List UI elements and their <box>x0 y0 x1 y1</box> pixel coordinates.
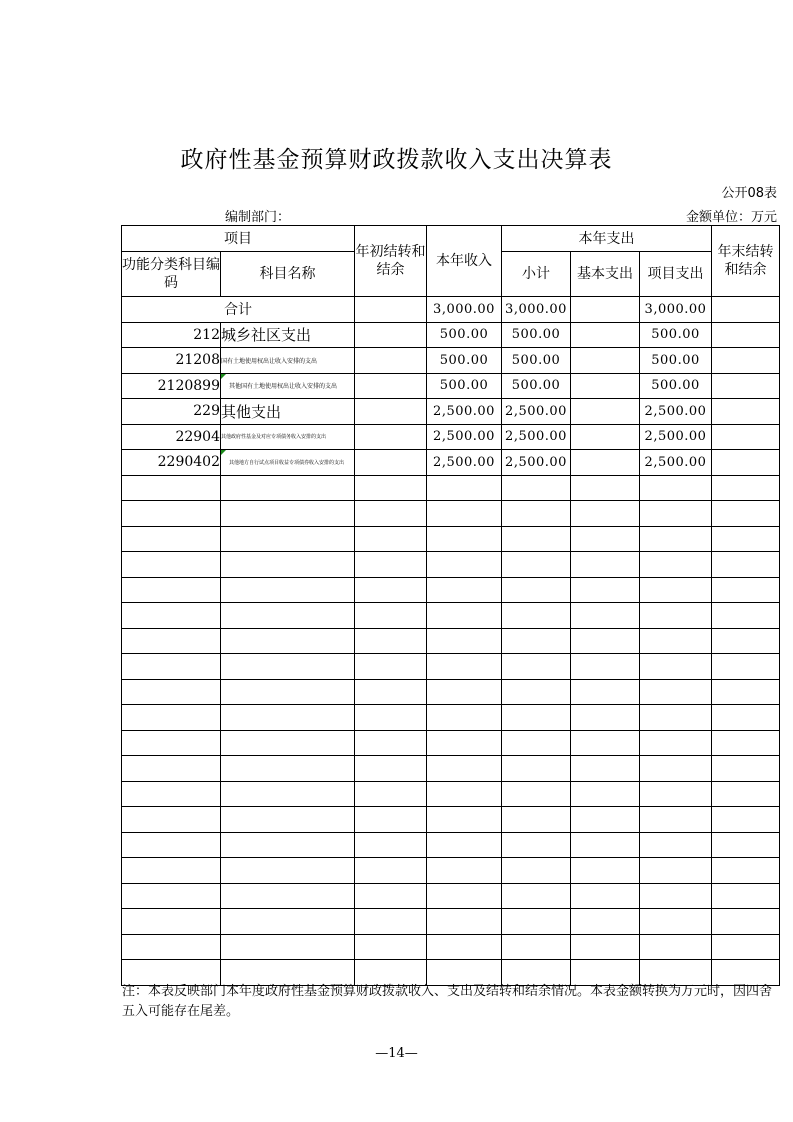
empty-cell <box>502 781 571 807</box>
table-row <box>122 399 780 425</box>
total-income: 3,000.00 <box>427 297 502 323</box>
total-project: 3,000.00 <box>640 297 712 323</box>
empty-cell <box>712 858 780 884</box>
empty-cell <box>221 934 355 960</box>
empty-cell <box>355 654 427 680</box>
empty-cell <box>427 705 502 731</box>
form-code: 公开08表 <box>721 186 777 201</box>
row-code: 229 <box>122 399 221 425</box>
row-income: 500.00 <box>427 348 502 374</box>
row-basic <box>571 399 640 425</box>
empty-cell <box>221 883 355 909</box>
empty-cell <box>122 781 221 807</box>
empty-cell <box>122 552 221 578</box>
header-beginning-balance: 年初结转和结余 <box>355 226 427 297</box>
empty-cell <box>355 577 427 603</box>
row-ending <box>712 424 780 450</box>
empty-cell <box>502 679 571 705</box>
empty-cell <box>221 832 355 858</box>
empty-cell <box>502 501 571 527</box>
empty-row <box>122 909 780 935</box>
row-code: 2120899 <box>122 373 221 399</box>
table-row <box>122 348 780 374</box>
empty-cell <box>122 501 221 527</box>
empty-row <box>122 934 780 960</box>
empty-cell <box>221 628 355 654</box>
empty-cell <box>427 628 502 654</box>
empty-cell <box>427 475 502 501</box>
empty-cell <box>427 577 502 603</box>
total-label: 合计 <box>122 297 355 323</box>
row-code: 212 <box>122 322 221 348</box>
total-basic <box>571 297 640 323</box>
row-ending <box>712 373 780 399</box>
empty-cell <box>122 832 221 858</box>
empty-cell <box>355 603 427 629</box>
empty-cell <box>502 730 571 756</box>
empty-cell <box>122 603 221 629</box>
empty-cell <box>502 883 571 909</box>
empty-cell <box>640 858 712 884</box>
empty-cell <box>712 654 780 680</box>
empty-cell <box>122 934 221 960</box>
empty-cell <box>221 654 355 680</box>
empty-row <box>122 628 780 654</box>
page-number: —14— <box>375 1046 418 1061</box>
empty-row <box>122 756 780 782</box>
empty-cell <box>571 552 640 578</box>
empty-cell <box>571 705 640 731</box>
empty-cell <box>502 705 571 731</box>
empty-cell <box>355 552 427 578</box>
empty-cell <box>712 730 780 756</box>
empty-cell <box>502 654 571 680</box>
empty-row <box>122 883 780 909</box>
row-basic <box>571 450 640 476</box>
empty-cell <box>122 475 221 501</box>
empty-cell <box>640 603 712 629</box>
header-expense: 本年支出 <box>502 226 712 252</box>
row-ending <box>712 348 780 374</box>
empty-cell <box>122 654 221 680</box>
row-subtotal: 500.00 <box>502 373 571 399</box>
empty-cell <box>427 883 502 909</box>
empty-cell <box>640 577 712 603</box>
empty-cell <box>427 909 502 935</box>
empty-cell <box>427 501 502 527</box>
row-project: 2,500.00 <box>640 450 712 476</box>
row-beginning <box>355 424 427 450</box>
empty-cell <box>122 577 221 603</box>
row-ending <box>712 399 780 425</box>
cell-comment-marker <box>221 374 226 379</box>
empty-cell <box>427 679 502 705</box>
row-name: 城乡社区支出 <box>221 322 355 348</box>
empty-cell <box>122 883 221 909</box>
empty-cell <box>640 475 712 501</box>
row-project: 500.00 <box>640 373 712 399</box>
row-name-text: 其他地方自行试点项目收益专项债券收入安排的支出 <box>229 459 345 466</box>
empty-cell <box>571 654 640 680</box>
empty-cell <box>355 807 427 833</box>
cell-comment-marker <box>221 450 226 455</box>
header-ending-balance: 年末结转和结余 <box>712 226 780 297</box>
row-subtotal: 2,500.00 <box>502 450 571 476</box>
department-label: 编制部门： <box>225 210 291 225</box>
empty-cell <box>712 679 780 705</box>
header-subtotal: 小计 <box>502 252 571 297</box>
row-ending <box>712 450 780 476</box>
empty-cell <box>122 679 221 705</box>
empty-cell <box>712 501 780 527</box>
empty-cell <box>427 832 502 858</box>
empty-cell <box>502 807 571 833</box>
row-basic <box>571 373 640 399</box>
empty-cell <box>571 679 640 705</box>
empty-cell <box>221 705 355 731</box>
row-project: 2,500.00 <box>640 399 712 425</box>
row-beginning <box>355 348 427 374</box>
empty-cell <box>502 934 571 960</box>
empty-cell <box>427 730 502 756</box>
empty-cell <box>221 756 355 782</box>
header-item: 项目 <box>122 226 355 252</box>
empty-cell <box>221 603 355 629</box>
empty-cell <box>571 730 640 756</box>
empty-cell <box>502 475 571 501</box>
empty-row <box>122 603 780 629</box>
empty-row <box>122 781 780 807</box>
empty-cell <box>640 552 712 578</box>
empty-cell <box>427 654 502 680</box>
empty-cell <box>122 858 221 884</box>
row-code: 22904 <box>122 424 221 450</box>
empty-cell <box>122 807 221 833</box>
row-income: 2,500.00 <box>427 450 502 476</box>
empty-cell <box>502 552 571 578</box>
empty-cell <box>640 628 712 654</box>
empty-cell <box>355 475 427 501</box>
header-code: 功能分类科目编码 <box>122 252 221 297</box>
empty-cell <box>355 628 427 654</box>
empty-cell <box>221 526 355 552</box>
total-row <box>122 297 780 323</box>
empty-cell <box>221 909 355 935</box>
empty-cell <box>122 526 221 552</box>
empty-cell <box>355 679 427 705</box>
empty-cell <box>221 730 355 756</box>
empty-cell <box>640 934 712 960</box>
empty-cell <box>355 934 427 960</box>
empty-cell <box>640 807 712 833</box>
unit-label: 金额单位：万元 <box>685 210 777 225</box>
empty-cell <box>712 628 780 654</box>
empty-cell <box>355 501 427 527</box>
row-project: 2,500.00 <box>640 424 712 450</box>
row-code: 2290402 <box>122 450 221 476</box>
row-income: 500.00 <box>427 322 502 348</box>
empty-cell <box>355 730 427 756</box>
table-row <box>122 424 780 450</box>
empty-cell <box>640 756 712 782</box>
empty-cell <box>122 909 221 935</box>
empty-cell <box>502 628 571 654</box>
empty-cell <box>640 730 712 756</box>
empty-cell <box>427 756 502 782</box>
empty-cell <box>427 526 502 552</box>
empty-cell <box>221 552 355 578</box>
empty-cell <box>355 756 427 782</box>
empty-cell <box>712 577 780 603</box>
empty-cell <box>355 781 427 807</box>
empty-cell <box>502 603 571 629</box>
empty-cell <box>640 781 712 807</box>
empty-row <box>122 501 780 527</box>
empty-cell <box>571 909 640 935</box>
page-title: 政府性基金预算财政拨款收入支出决算表 <box>180 147 613 173</box>
row-subtotal: 2,500.00 <box>502 424 571 450</box>
empty-cell <box>427 858 502 884</box>
empty-cell <box>640 526 712 552</box>
empty-row <box>122 475 780 501</box>
empty-cell <box>712 705 780 731</box>
empty-row <box>122 679 780 705</box>
header-income: 本年收入 <box>427 226 502 297</box>
empty-row <box>122 858 780 884</box>
empty-cell <box>640 654 712 680</box>
empty-cell <box>571 858 640 884</box>
empty-cell <box>640 909 712 935</box>
empty-cell <box>122 756 221 782</box>
budget-table <box>121 225 780 986</box>
row-name: 国有土地使用权出让收入安排的支出 <box>221 348 355 374</box>
row-name: 其他支出 <box>221 399 355 425</box>
empty-cell <box>571 807 640 833</box>
empty-row <box>122 832 780 858</box>
empty-cell <box>502 858 571 884</box>
table-row <box>122 373 780 399</box>
empty-cell <box>221 577 355 603</box>
empty-cell <box>571 756 640 782</box>
row-subtotal: 500.00 <box>502 322 571 348</box>
empty-cell <box>502 577 571 603</box>
row-name <box>221 373 355 399</box>
total-subtotal: 3,000.00 <box>502 297 571 323</box>
empty-cell <box>640 883 712 909</box>
row-beginning <box>355 450 427 476</box>
row-beginning <box>355 322 427 348</box>
empty-cell <box>427 807 502 833</box>
empty-cell <box>712 883 780 909</box>
empty-cell <box>502 526 571 552</box>
empty-cell <box>427 552 502 578</box>
empty-cell <box>502 909 571 935</box>
empty-cell <box>712 781 780 807</box>
empty-cell <box>571 501 640 527</box>
header-basic: 基本支出 <box>571 252 640 297</box>
empty-cell <box>427 934 502 960</box>
row-ending <box>712 322 780 348</box>
empty-row <box>122 807 780 833</box>
empty-cell <box>355 705 427 731</box>
empty-cell <box>571 526 640 552</box>
empty-row <box>122 577 780 603</box>
empty-cell <box>712 934 780 960</box>
empty-cell <box>712 909 780 935</box>
empty-cell <box>640 501 712 527</box>
row-project: 500.00 <box>640 348 712 374</box>
empty-cell <box>221 858 355 884</box>
empty-cell <box>712 526 780 552</box>
empty-cell <box>640 705 712 731</box>
empty-cell <box>355 526 427 552</box>
row-beginning <box>355 399 427 425</box>
row-basic <box>571 348 640 374</box>
empty-cell <box>122 730 221 756</box>
empty-cell <box>122 705 221 731</box>
row-code: 21208 <box>122 348 221 374</box>
empty-cell <box>355 883 427 909</box>
total-beginning <box>355 297 427 323</box>
empty-row <box>122 730 780 756</box>
empty-cell <box>571 577 640 603</box>
table-row <box>122 450 780 476</box>
empty-cell <box>712 832 780 858</box>
empty-cell <box>712 603 780 629</box>
header-project: 项目支出 <box>640 252 712 297</box>
empty-cell <box>221 475 355 501</box>
footnote: 注：本表反映部门本年度政府性基金预算财政拨款收入、支出及结转和结余情况。本表金额转换为万元时，因四舍五入可能存在尾差。 <box>122 984 773 1019</box>
row-name <box>221 450 355 476</box>
empty-cell <box>640 679 712 705</box>
empty-cell <box>221 807 355 833</box>
empty-cell <box>712 552 780 578</box>
empty-cell <box>502 832 571 858</box>
empty-cell <box>712 807 780 833</box>
row-subtotal: 2,500.00 <box>502 399 571 425</box>
row-subtotal: 500.00 <box>502 348 571 374</box>
empty-cell <box>571 628 640 654</box>
row-basic <box>571 322 640 348</box>
empty-cell <box>355 909 427 935</box>
empty-cell <box>712 756 780 782</box>
empty-cell <box>571 781 640 807</box>
total-ending <box>712 297 780 323</box>
empty-row <box>122 654 780 680</box>
row-basic <box>571 424 640 450</box>
empty-cell <box>640 832 712 858</box>
empty-cell <box>221 501 355 527</box>
empty-cell <box>502 756 571 782</box>
row-project: 500.00 <box>640 322 712 348</box>
empty-cell <box>355 858 427 884</box>
empty-cell <box>571 603 640 629</box>
empty-cell <box>571 934 640 960</box>
table-row <box>122 322 780 348</box>
empty-cell <box>221 679 355 705</box>
row-income: 2,500.00 <box>427 424 502 450</box>
empty-row <box>122 705 780 731</box>
row-beginning <box>355 373 427 399</box>
row-income: 2,500.00 <box>427 399 502 425</box>
row-income: 500.00 <box>427 373 502 399</box>
empty-cell <box>427 603 502 629</box>
empty-row <box>122 552 780 578</box>
empty-cell <box>571 475 640 501</box>
header-name: 科目名称 <box>221 252 355 297</box>
empty-cell <box>712 475 780 501</box>
empty-row <box>122 526 780 552</box>
empty-cell <box>571 883 640 909</box>
empty-cell <box>122 628 221 654</box>
row-name-text: 其他国有土地使用权出让收入安排的支出 <box>229 383 338 391</box>
row-name: 其他政府性基金及对应专项债务收入安排的支出 <box>221 424 355 450</box>
empty-cell <box>355 832 427 858</box>
empty-cell <box>571 832 640 858</box>
empty-cell <box>427 781 502 807</box>
empty-cell <box>221 781 355 807</box>
